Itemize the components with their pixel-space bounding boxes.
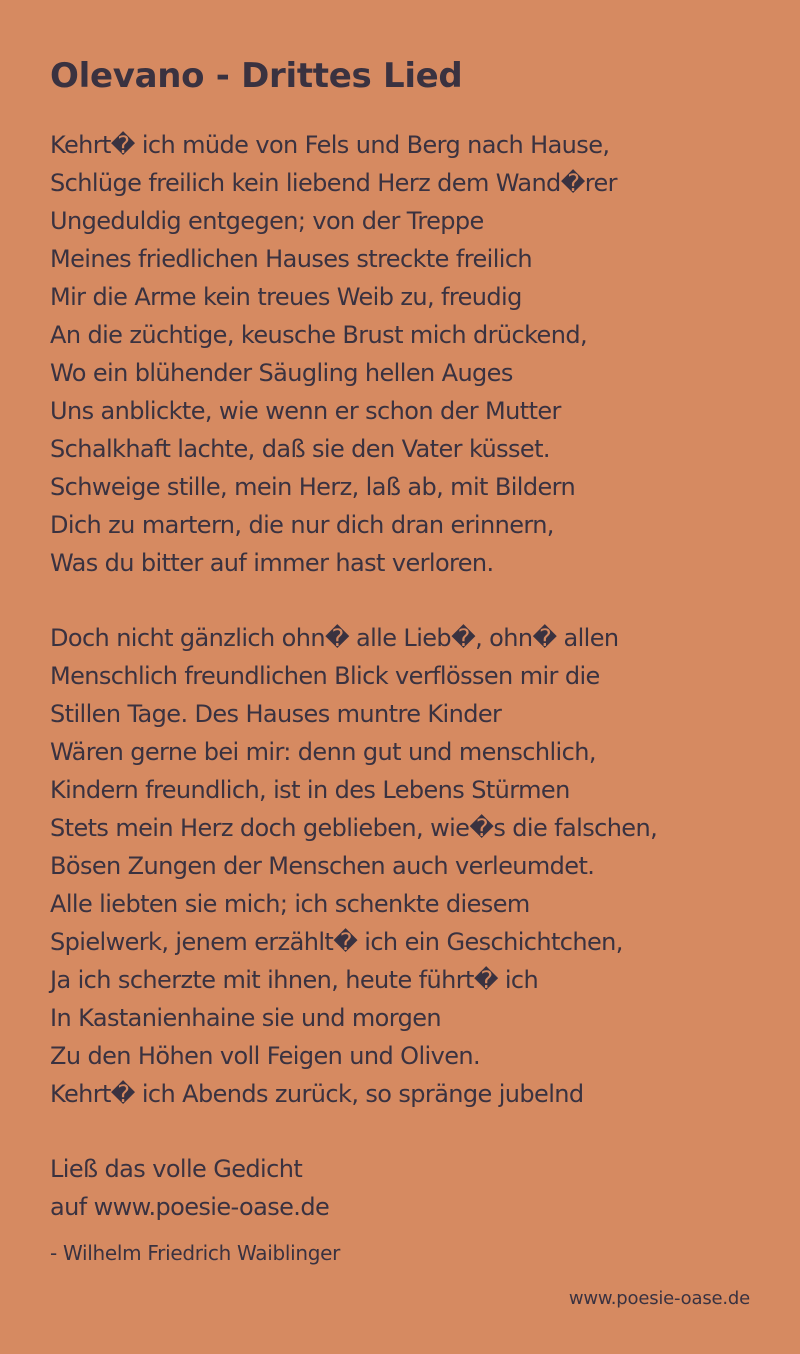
poem-line: Mir die Arme kein treues Weib zu, freudig <box>50 283 522 311</box>
poem-line: An die züchtige, keusche Brust mich drückend, <box>50 321 587 349</box>
poem-line: Schweige stille, mein Herz, laß ab, mit Bildern <box>50 473 576 501</box>
poem-line: Menschlich freundlichen Blick verflössen mir die <box>50 662 600 690</box>
poem-line: Wo ein blühender Säugling hellen Auges <box>50 359 513 387</box>
poem-line: Meines friedlichen Hauses streckte freilich <box>50 245 533 273</box>
poem-line: Schalkhaft lachte, daß sie den Vater küsset. <box>50 435 550 463</box>
poem-line: In Kastanienhaine sie und morgen <box>50 1004 441 1032</box>
poem-line: Dich zu martern, die nur dich dran erinnern, <box>50 511 554 539</box>
poem-line: Alle liebten sie mich; ich schenkte diesem <box>50 890 530 918</box>
poem-line: Kindern freundlich, ist in des Lebens Stürmen <box>50 776 570 804</box>
read-more-promo <box>50 1150 329 1226</box>
poem-stanza-2 <box>50 619 657 1113</box>
poem-title: Olevano - Drittes Lied <box>50 56 463 96</box>
poem-line: Uns anblickte, wie wenn er schon der Mutter <box>50 397 561 425</box>
poem-line: Zu den Höhen voll Feigen und Oliven. <box>50 1042 481 1070</box>
promo-line: auf www.poesie-oase.de <box>50 1193 330 1221</box>
poem-author: - Wilhelm Friedrich Waiblinger <box>50 1241 341 1265</box>
promo-line: Ließ das volle Gedicht <box>50 1155 303 1183</box>
poem-line: Kehrt� ich müde von Fels und Berg nach Hause, <box>50 131 610 159</box>
poem-line: Spielwerk, jenem erzählt� ich ein Geschichtchen, <box>50 928 623 956</box>
poem-stanza-1 <box>50 126 617 582</box>
poem-line: Ja ich scherzte mit ihnen, heute führt� ich <box>50 966 539 994</box>
poem-line: Stillen Tage. Des Hauses muntre Kinder <box>50 700 502 728</box>
poem-line: Schlüge freilich kein liebend Herz dem Wand�rer <box>50 169 617 197</box>
poem-line: Was du bitter auf immer hast verloren. <box>50 549 494 577</box>
poem-line: Bösen Zungen der Menschen auch verleumdet. <box>50 852 595 880</box>
poem-line: Stets mein Herz doch geblieben, wie�s die falschen, <box>50 814 658 842</box>
poem-line: Kehrt� ich Abends zurück, so spränge jubelnd <box>50 1080 584 1108</box>
poem-line: Wären gerne bei mir: denn gut und menschlich, <box>50 738 596 766</box>
poem-line: Ungeduldig entgegen; von der Treppe <box>50 207 484 235</box>
poem-line: Doch nicht gänzlich ohn� alle Lieb�, ohn� allen <box>50 624 619 652</box>
site-watermark: www.poesie-oase.de <box>568 1288 750 1309</box>
